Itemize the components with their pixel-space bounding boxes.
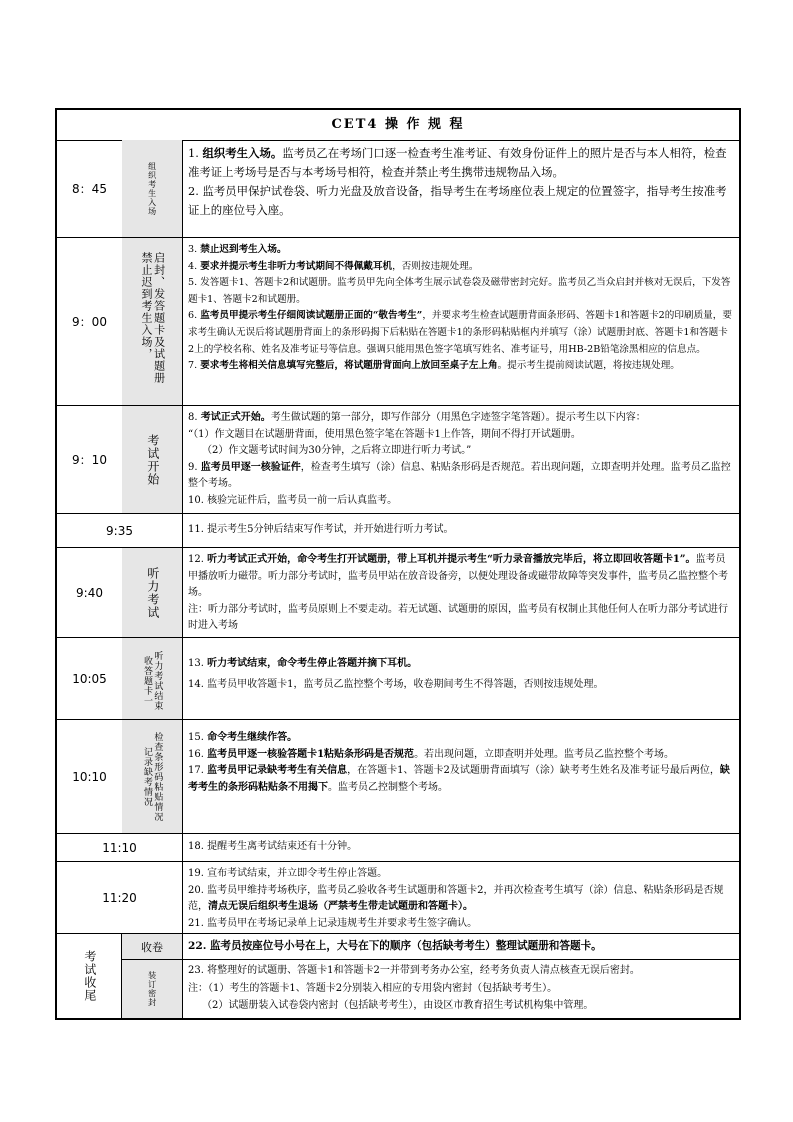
table-row <box>57 934 739 960</box>
stage-label <box>122 960 183 1018</box>
stage-label <box>122 720 183 833</box>
time-cell: 9：10 <box>57 406 123 513</box>
stage-label-text: 记录缺考情况 <box>142 746 152 807</box>
step-text: 19. 宣布考试结束，并立即令考生停止答题。 20. 监考员甲维持考场秩序，监考员乙验收各考生试题册和答题卡2，并再次检查考生填写（涂）信息、粘贴条形码是否规范，清点无误后组织考生退场（严禁考生带走试题册和答题卡）。 21. 监考员甲在考场记录单上记录违规考生并要求考生签字确认。 <box>188 868 724 929</box>
table-row <box>57 514 739 548</box>
table-row <box>57 238 739 406</box>
time-cell: 8：45 <box>57 140 123 237</box>
step-text: 12. 听力考试正式开始，命令考生打开试题册，带上耳机并提示考生“听力录音播放完毕后，将立即回收答题卡1”。监考员甲播放听力磁带。听力部分考试时，监考员甲站在放音设备旁，以便处理设备或磁带故障等突发事件，监考员乙监控整个考场。 注：听力部分考试时，监考员原则上不要走动。若无试题、试题册的原因，监考员有权制止其他任何人在听力部分考试进行时进入考场 <box>188 554 728 632</box>
step-text: 18. 提醒考生离考试结束还有十分钟。 <box>188 841 358 852</box>
stage-label-text: 装订密封 <box>147 971 157 1007</box>
table-row <box>57 638 739 720</box>
stage-label-text: 听力考试结束 <box>152 650 163 711</box>
table-row <box>57 720 739 834</box>
step-text: 23. 将整理好的试题册、答题卡1和答题卡2一并带到考务办公室，经考务负责人清点核查无误后密封。 注：（1）考生的答题卡1、答题卡2分别装入相应的专用袋内密封（包括缺考考生）。 （2）试题册装入试卷袋内密封（包括缺考考生），由设区市教育招生考试机构集中管理。 <box>188 965 640 1011</box>
time-cell: 10:10 <box>57 720 123 833</box>
stage-group-label: 考试收尾 <box>82 950 97 1002</box>
step-text: 3. 禁止迟到考生入场。 4. 要求并提示考生非听力考试期间不得佩戴耳机，否则按违规处理。 5. 发答题卡1、答题卡2和试题册。监考员甲先向全体考生展示试卷袋及磁带密封完好。监考员乙当众启封并核对无误后，下发答题卡1、答题卡2和试题册。 6. 监考员甲提示考生仔细阅读试题册正面的“敬告考生”，并要求考生检查试题册背面条形码、答题卡1和答题卡2的印刷质量，要求考生确认无误后将试题册背面上的条形码揭下后粘贴在答题卡1的条形码粘贴框内并填写（涂）试题册封底、答题卡1和答题卡2上的学校名称、姓名及准考证号等信息。强调只能用黑色签字笔填写姓名、准考证号，用HB-2B铅笔涂黑相应的信息点。 7. 要求考生将相关信息填写完整后，将试题册背面向上放回至桌子左上角。提示考生提前阅读试题，将按违规处理。 <box>188 244 732 372</box>
procedure-table <box>55 108 741 1020</box>
step-text: 11. 提示考生5分钟后结束写作考试，并开始进行听力考试。 <box>188 524 454 535</box>
stage-label-text: 启封、发答题卡及试题册 <box>152 251 166 384</box>
stage-label <box>122 638 183 719</box>
time-cell <box>57 934 122 1018</box>
time-cell: 10:05 <box>57 638 123 719</box>
stage-label-text: 听力考试 <box>145 566 160 619</box>
stage-label <box>122 140 183 237</box>
stage-label <box>122 548 183 637</box>
table-row <box>57 862 739 934</box>
table-row <box>57 140 739 238</box>
step-text: 1. 组织考生入场。监考员乙在考场门口逐一检查考生准考证、有效身份证件上的照片是否与本人相符，检查准考证上考场号是否与本考场号相符，检查并禁止考生携带违规物品入场。 2. 监考员甲保护试卷袋、听力光盘及放音设备，指导考生在考场座位表上规定的位置签字，指导考生按准考证上的座位号入座。 <box>188 146 727 217</box>
step-text: 15. 命令考生继续作答。 16. 监考员甲逐一核验答题卡1粘贴条形码是否规范。若出现问题，立即查明并处理。监考员乙监控整个考场。 17. 监考员甲记录缺考考生有关信息，在答题卡1、答题卡2及试题册背面填写（涂）缺考考生姓名及准考证号最后两位，缺考考生的条形码粘贴条不用揭下。监考员乙控制整个考场。 <box>188 732 730 793</box>
stage-label-text: 收卷 <box>141 940 163 954</box>
stage-label-text: 检查条形码粘贴情况 <box>152 731 163 822</box>
step-text: 22. 监考员按座位号小号在上，大号在下的顺序（包括缺考考生）整理试题册和答题卡。 <box>188 940 602 952</box>
stage-label-text: 禁止迟到考生入场， <box>140 251 153 360</box>
stage-label <box>122 238 183 405</box>
table-row <box>57 406 739 514</box>
stage-label <box>122 934 183 959</box>
stage-label-text: 组织考生入场 <box>147 161 157 216</box>
stage-label-text: 收答题卡一 <box>142 655 152 706</box>
table-row <box>57 834 739 862</box>
time-cell: 11:10 <box>57 834 183 861</box>
time-cell: 9:35 <box>57 514 183 547</box>
time-cell: 9：00 <box>57 238 123 405</box>
stage-label-text: 考试开始 <box>145 433 160 486</box>
table-row <box>57 548 739 638</box>
stage-label <box>122 406 183 513</box>
table-row <box>57 960 739 1018</box>
page-title: CET4 操 作 规 程 <box>57 110 739 141</box>
step-text: 13. 听力考试结束，命令考生停止答题并摘下耳机。 14. 监考员甲收答题卡1，监考员乙监控整个考场，收卷期间考生不得答题，否则按违规处理。 <box>188 658 604 690</box>
step-text: 8. 考试正式开始。考生做试题的第一部分，即写作部分（用黑色字迹签字笔答题）。提示考生以下内容： “（1）作文题目在试题册背面，使用黑色签字笔在答题卡1上作答，期间不得打开试题册。 （2）作文题考试时间为30分钟，之后将立即进行听力考试。” 9. 监考员甲逐一核验证件，检查考生填写（涂）信息、粘贴条形码是否规范。若出现问题，立即查明并处理。监考员乙监控整个考场。 10. 核验完证件后，监考员一前一后认真监考。 <box>188 412 731 506</box>
time-cell: 11:20 <box>57 862 183 933</box>
time-cell: 9:40 <box>57 548 123 637</box>
